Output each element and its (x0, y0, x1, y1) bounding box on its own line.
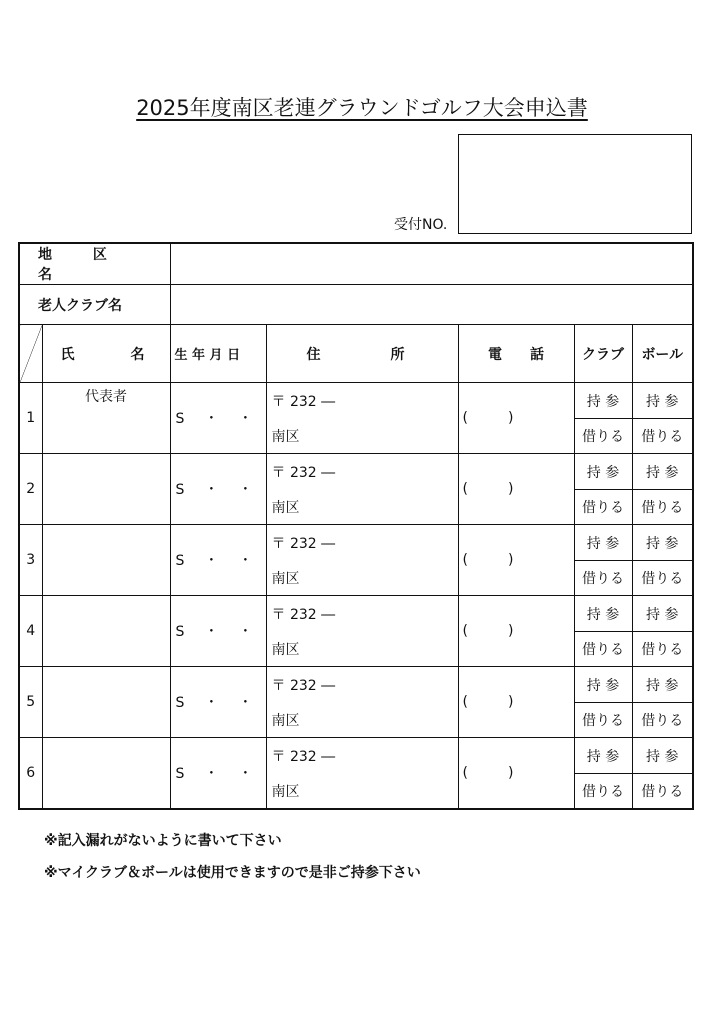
entry-row (19, 738, 693, 774)
name-field[interactable] (42, 525, 170, 596)
phone-field[interactable] (458, 596, 574, 667)
date-separator: ・ (204, 624, 219, 641)
ward-label: 南区 (271, 713, 300, 730)
district-label: 地 区 名 (19, 243, 170, 285)
club-bring-option[interactable]: 持 参 (574, 667, 632, 703)
ward-label: 南区 (271, 642, 300, 659)
postal-prefix: 〒 232 ― (271, 678, 336, 695)
club-borrow-option[interactable]: 借りる (574, 419, 632, 454)
header-address: 住 所 (266, 325, 458, 383)
club-bring-option[interactable]: 持 参 (574, 738, 632, 774)
date-separator: ・ (204, 766, 219, 783)
header-birthdate: 生 年 月 日 (170, 325, 266, 383)
date-separator: ・ (238, 624, 253, 641)
club-borrow-option[interactable]: 借りる (574, 774, 632, 809)
club-bring-option[interactable]: 持 参 (574, 454, 632, 490)
date-separator: ・ (238, 695, 253, 712)
reception-number-label: 受付NO. (394, 217, 448, 233)
date-separator: ・ (204, 482, 219, 499)
birthdate-field[interactable] (170, 525, 266, 596)
header-name: 氏 名 (42, 325, 170, 383)
ball-bring-option[interactable]: 持 参 (632, 596, 693, 632)
ward-label: 南区 (271, 499, 300, 516)
address-field[interactable] (266, 490, 458, 525)
postal-code-field[interactable] (266, 596, 458, 632)
era-label: S (175, 695, 185, 712)
ward-label: 南区 (271, 783, 300, 800)
phone-open-paren: ( (462, 694, 468, 711)
row-number: 3 (19, 525, 42, 596)
date-separator: ・ (204, 411, 219, 428)
name-field[interactable] (42, 454, 170, 525)
ward-label: 南区 (271, 428, 300, 445)
name-field[interactable] (42, 596, 170, 667)
postal-prefix: 〒 232 ― (271, 393, 336, 410)
club-bring-option[interactable]: 持 参 (574, 525, 632, 561)
district-field[interactable] (170, 243, 693, 285)
club-name-field[interactable] (170, 285, 693, 325)
phone-close-paren: ) (507, 410, 514, 427)
note-bring-own: ※マイクラブ＆ボールは使用できますので是非ご持参下さい (44, 865, 421, 881)
entry-row (19, 667, 693, 703)
phone-open-paren: ( (462, 623, 468, 640)
district-row (19, 243, 693, 285)
era-label: S (175, 553, 185, 570)
postal-code-field[interactable] (266, 738, 458, 774)
phone-close-paren: ) (507, 552, 514, 569)
ball-bring-option[interactable]: 持 参 (632, 383, 693, 419)
date-separator: ・ (238, 482, 253, 499)
name-note: 代表者 (85, 389, 127, 406)
phone-field[interactable] (458, 454, 574, 525)
row-number: 6 (19, 738, 42, 809)
phone-field[interactable] (458, 525, 574, 596)
ward-label: 南区 (271, 570, 300, 587)
era-label: S (175, 411, 185, 428)
header-club: クラブ (574, 325, 632, 383)
era-label: S (175, 624, 185, 641)
postal-code-field[interactable] (266, 525, 458, 561)
row-number: 2 (19, 454, 42, 525)
address-field[interactable] (266, 419, 458, 454)
name-field[interactable] (42, 667, 170, 738)
postal-code-field[interactable] (266, 383, 458, 419)
birthdate-field[interactable] (170, 667, 266, 738)
date-separator: ・ (238, 766, 253, 783)
phone-close-paren: ) (507, 765, 514, 782)
phone-close-paren: ) (507, 623, 514, 640)
ball-bring-option[interactable]: 持 参 (632, 525, 693, 561)
postal-prefix: 〒 232 ― (271, 607, 336, 624)
row-number: 1 (19, 383, 42, 454)
date-separator: ・ (238, 411, 253, 428)
birthdate-field[interactable] (170, 383, 266, 454)
reception-number-box[interactable] (458, 134, 692, 234)
club-bring-option[interactable]: 持 参 (574, 383, 632, 419)
address-field[interactable] (266, 561, 458, 596)
note-fill-all: ※記入漏れがないように書いて下さい (44, 833, 282, 849)
header-corner (19, 325, 42, 383)
club-name-label: 老人クラブ名 (19, 285, 170, 325)
address-field[interactable] (266, 632, 458, 667)
phone-open-paren: ( (462, 481, 468, 498)
postal-prefix: 〒 232 ― (271, 535, 336, 552)
phone-close-paren: ) (507, 481, 514, 498)
postal-prefix: 〒 232 ― (271, 464, 336, 481)
postal-code-field[interactable] (266, 667, 458, 703)
ball-bring-option[interactable]: 持 参 (632, 667, 693, 703)
club-name-row (19, 285, 693, 325)
phone-open-paren: ( (462, 765, 468, 782)
header-ball: ボール (632, 325, 693, 383)
name-field[interactable] (42, 383, 170, 454)
phone-field[interactable] (458, 738, 574, 809)
postal-code-field[interactable] (266, 454, 458, 490)
ball-borrow-option[interactable]: 借りる (632, 490, 693, 525)
phone-field[interactable] (458, 667, 574, 738)
date-separator: ・ (204, 695, 219, 712)
ball-bring-option[interactable]: 持 参 (632, 738, 693, 774)
address-field[interactable] (266, 774, 458, 809)
club-borrow-option[interactable]: 借りる (574, 490, 632, 525)
birthdate-field[interactable] (170, 738, 266, 809)
phone-field[interactable] (458, 383, 574, 454)
club-bring-option[interactable]: 持 参 (574, 596, 632, 632)
date-separator: ・ (204, 553, 219, 570)
phone-open-paren: ( (462, 552, 468, 569)
birthdate-field[interactable] (170, 454, 266, 525)
ball-borrow-option[interactable]: 借りる (632, 703, 693, 738)
postal-prefix: 〒 232 ― (271, 749, 336, 766)
era-label: S (175, 766, 185, 783)
header-phone: 電 話 (458, 325, 574, 383)
entry-row (19, 596, 693, 632)
row-number: 4 (19, 596, 42, 667)
ball-borrow-option[interactable]: 借りる (632, 561, 693, 596)
ball-borrow-option[interactable]: 借りる (632, 632, 693, 667)
ball-bring-option[interactable]: 持 参 (632, 454, 693, 490)
phone-close-paren: ) (507, 694, 514, 711)
name-field[interactable] (42, 738, 170, 809)
ball-borrow-option[interactable]: 借りる (632, 419, 693, 454)
address-field[interactable] (266, 703, 458, 738)
date-separator: ・ (238, 553, 253, 570)
phone-open-paren: ( (462, 410, 468, 427)
form-title: 2025年度南区老連グラウンドゴルフ大会申込書 (136, 96, 588, 120)
club-borrow-option[interactable]: 借りる (574, 561, 632, 596)
entry-row (19, 525, 693, 561)
ball-borrow-option[interactable]: 借りる (632, 774, 693, 809)
birthdate-field[interactable] (170, 596, 266, 667)
row-number: 5 (19, 667, 42, 738)
entry-row (19, 383, 693, 419)
header-row (19, 325, 693, 383)
application-table (18, 242, 694, 810)
era-label: S (175, 482, 185, 499)
club-borrow-option[interactable]: 借りる (574, 632, 632, 667)
entry-row (19, 454, 693, 490)
club-borrow-option[interactable]: 借りる (574, 703, 632, 738)
